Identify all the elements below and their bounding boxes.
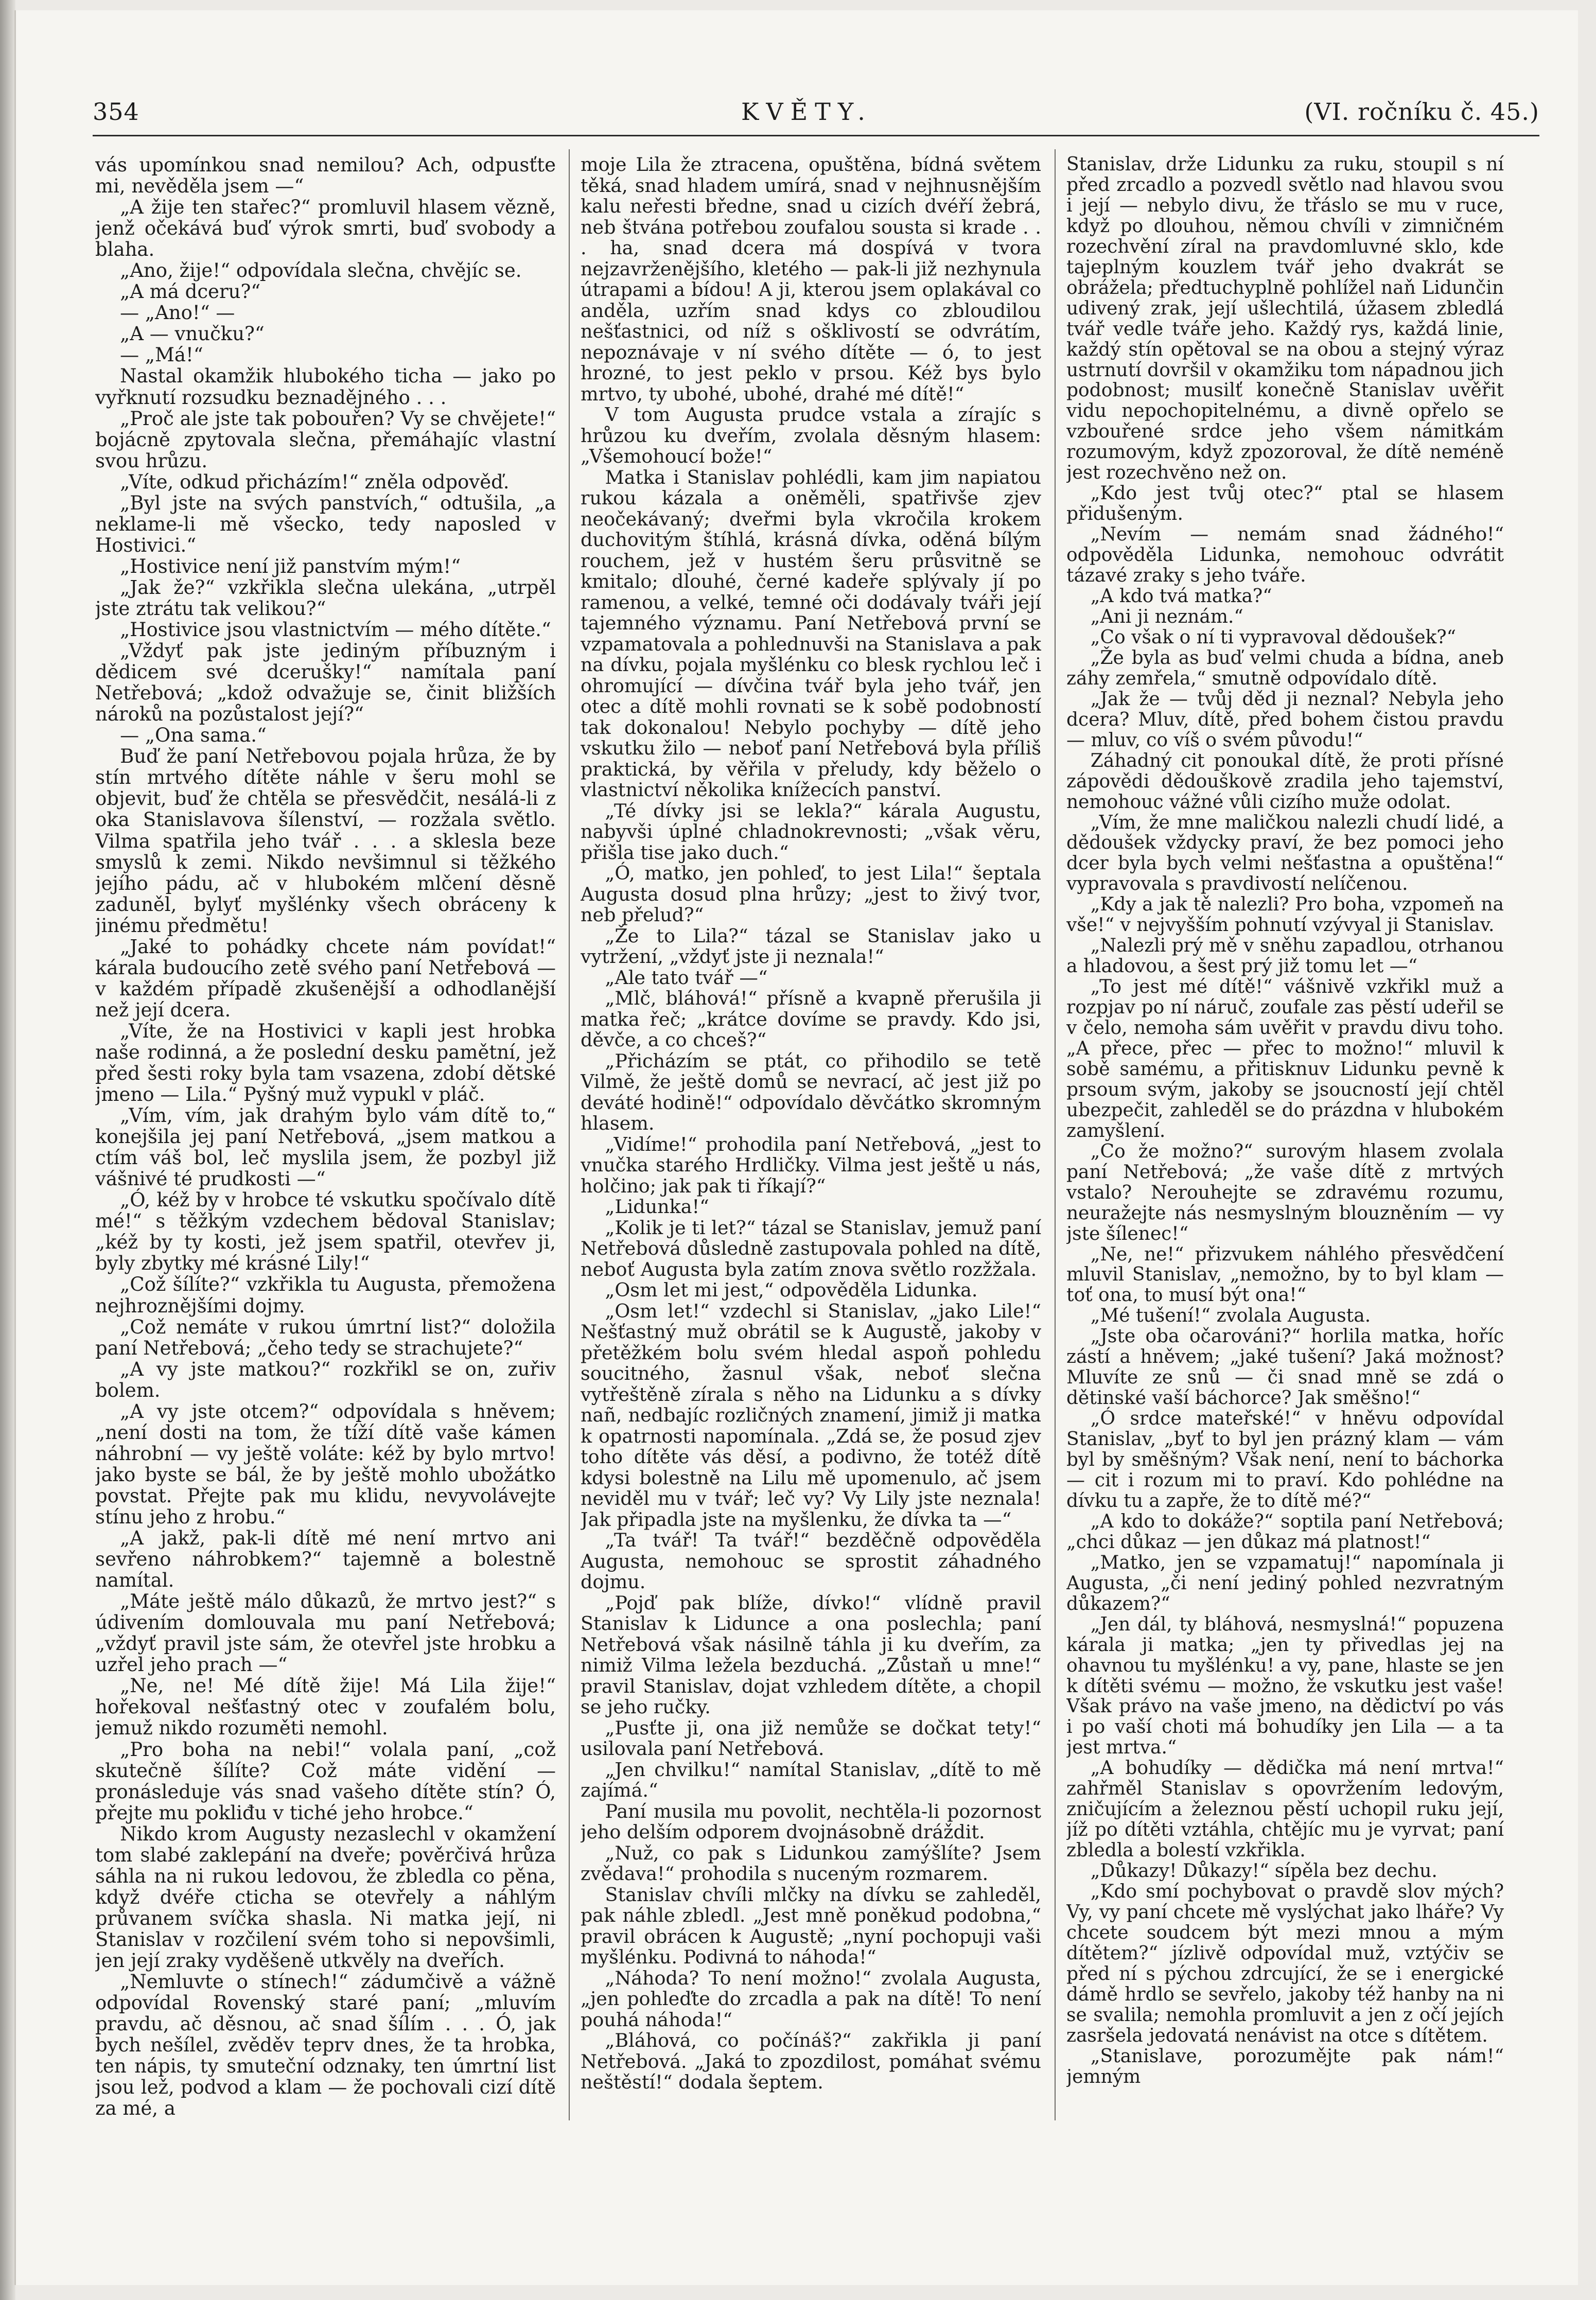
paragraph: „A bohudíky — dědička má není mrtva!“ zahřměl Stanislav s opovržením ledovým, zničujícím a železnou pěstí uchopil ruku její, jíž po dítěti vztáhla, chtějíc mu je vyrvat; paní zbledla a bolestí vzkřikla.: [1066, 1758, 1504, 1862]
paragraph: „Že to Lila?“ tázal se Stanislav jako u vytržení, „vždyť jste ji neznala!“: [581, 924, 1041, 968]
paragraph: „Nalezli prý mě v sněhu zapadlou, otrhanou a hladovou, a šest prý již tomu let —“: [1066, 935, 1504, 977]
paragraph: „Vím, vím, jak drahým bylo vám dítě to,“ konejšila jej paní Netřebová, „jsem matkou a ctím váš bol, leč myslila jsem, že pozbyl již vášnivé té prudkosti —“: [95, 1104, 556, 1190]
paragraph: Paní musila mu povolit, nechtěla-li pozornost jeho delším odporem dvojnásobně dráždit.: [581, 1800, 1041, 1843]
paragraph: „Jak že?“ vzkřikla slečna ulekána, „utrpěl jste ztrátu tak velikou?“: [95, 576, 556, 620]
paragraph: „A jakž, pak-li dítě mé není mrtvo ani sevřeno náhrobkem?“ tajemně a bolestně namítal.: [95, 1527, 556, 1592]
paragraph: „Vidíme!“ prohodila paní Netřebová, „jest to vnučka starého Hrdličky. Vilma jest ještě u nás, holčino; jak pak ti říkají?“: [581, 1133, 1041, 1197]
scan-edge-shadow: [0, 0, 15, 2300]
paragraph: „To jest mé dítě!“ vášnivě vzkřikl muž a rozpjav po ní náruč, zoufale zas pěstí udeřil se v čelo, nemoha sám uvěřit v pravdu divu toho. „A přece, přec — přec to možno!“ mluvil k sobě samému, a přitisknuv Lidunku pevně k prsoum svým, jakoby se jsoucností její chtěl ubezpečit, zahleděl se do prázdna v hlubokém zamyšlení.: [1066, 976, 1504, 1142]
paragraph: „Hostivice není již panstvím mým!“: [120, 555, 461, 577]
paragraph: „A kdo tvá matka?“: [1090, 586, 1272, 607]
paragraph: „Kdo jest tvůj otec?“ ptal se hlasem přidušeným.: [1066, 483, 1504, 525]
paragraph: vás upomínkou snad nemilou? Ach, odpusťte mi, nevěděla jsem —“: [95, 154, 556, 198]
paragraph: moje Lila že ztracena, opuštěna, bídná světem těká, snad hladem umírá, snad v nejhnusnějším kalu neřesti bředne, snad u cizích dvéří žebrá, neb štvána potřebou zoufalou sousta si krade . . . ha, snad dcera má dospívá v tvora nejzavrženějšího, kletého — pak-li již nezhynula útrapami a bídou! A ji, kterou jsem oplakával co anděla, uzřím snad kdys co zbloudilou nešťastnici, od níž s ošklivostí se odvrátím, nepoznávaje v ní svého dítěte — ó, to jest hrozné, to jest peklo v prsou. Kéž bys bylo mrtvo, ty ubohé, ubohé, drahé mé dítě!“: [581, 154, 1041, 405]
paragraph: „A vy jste otcem?“ odpovídala s hněvem; „není dosti na tom, že tíží dítě vaše kámen náhrobní — vy ještě voláte: kéž by bylo mrtvo! jako byste se bál, že by ještě mohlo ubožátko povstat. Přejte pak mu klidu, nevyvolávejte stínu jeho z hrobu.“: [95, 1400, 556, 1528]
paragraph: Matka i Stanislav pohlédli, kam jim napiatou rukou kázala a oněměli, spatřivše zjev neočekávaný; dveřmi byla vkročila krokem duchovitým štíhlá, krásná dívka, oděná bílým rouchem, jež v hustém šeru průsvitně se kmitalo; dlouhé, černé kadeře splývaly jí po ramenou, a velké, temné oči dodávaly tváři její tajemného významu. Paní Netřebová první se vzpamatovala a pohlednuvši na Stanislava a pak na dívku, pojala myšlénku co blesk rychlou leč i ohromující — dívčina tvář byla jeho tvář, jen otec a dítě mohli rovnati se k sobě podobností tak dokonalou! Nebylo pochyby — dítě jeho vskutku žilo — neboť paní Netřebová byla příliš praktická, by věřila v přeludy, kdy běželo o vlastnictví několika knížecích panství.: [581, 466, 1041, 801]
paragraph: „Stanislave, porozumějte pak nám!“ jemným: [1066, 2045, 1504, 2087]
paragraph: V tom Augusta prudce vstala a zírajíc s hrůzou ku dveřím, zvolala děsným hlasem: „Všemohoucí bože!“: [581, 403, 1041, 467]
column-divider: [1055, 149, 1056, 2120]
paragraph: — „Ona sama.“: [120, 724, 267, 747]
paragraph: „Přicházím se ptát, co přihodilo se tetě Vilmě, že ještě domů se nevrací, ač jest již po deváté hodině!“ odpovídalo děvčátko skromným hlasem.: [581, 1049, 1041, 1134]
paragraph: „Kdo smí pochybovat o pravdě slov mých? Vy, vy paní chcete mě vyslýchat jako lháře? Vy chcete soudcem být mezi mnou a mým dítětem?“ jízlivě odpovídal muž, vztýčiv se před ní s pýchou zdrcující, že se i energické dámě hrdlo se sevřelo, jakoby též hanby na ni se svalila; nemohla promluvit a jen z očí jejích zasršela jedovatá nenávist na otce s dítětem.: [1066, 1881, 1504, 2046]
paragraph: „Mé tušení!“ zvolala Augusta.: [1090, 1305, 1371, 1327]
paragraph: „Bláhová, co počínáš?“ zakřikla ji paní Netřebová. „Jaká to zpozdilost, pomáhat svému neštěstí!“ dodala šeptem.: [581, 2029, 1041, 2093]
paragraph: „Máte ještě málo důkazů, že mrtvo jest?“ s údivením domlouvala mu paní Netřebová; „vždyť pravil jste sám, že otevřel jste hrobku a uzřel jeho prach —“: [95, 1590, 556, 1676]
paragraph: „Pojď pak blíže, dívko!“ vlídně pravil Stanislav k Lidunce a ona poslechla; paní Netřebová však násilně táhla ji ku dveřím, za nimiž Vilma ležela bezduchá. „Zůstaň u mne!“ pravil Stanislav, dojat vzhledem dítěte, a chopil se jeho ručky.: [581, 1591, 1041, 1718]
text-column-2: [581, 154, 1041, 2141]
paragraph: „A kdo to dokáže?“ soptila paní Netřebová; „chci důkaz — jen důkaz má platnost!“: [1066, 1511, 1504, 1553]
paragraph: „Ale tato tvář —“: [605, 966, 768, 989]
paragraph: „Že byla as buď velmi chuda a bídna, aneb záhy zemřela,“ smutně odpovídalo dítě.: [1066, 647, 1504, 689]
paragraph: „Nemluvte o stínech!“ zádumčivě a vážně odpovídal Rovenský staré paní; „mluvím pravdu, ač děsnou, ač snad šílím . . . Ó, jak bych nešílel, zvěděv teprv dnes, že ta hrobka, ten nápis, ty smuteční odznaky, ten úmrtní list jsou lež, podvod a klam — že pochovali cizí dítě za mé, a: [95, 1971, 556, 2120]
paragraph: „Mlč, bláhová!“ přísně a kvapně přerušila ji matka řeč; „krátce dovíme se pravdy. Kdo jsi, děvče, a co chceš?“: [581, 987, 1041, 1051]
paragraph: „Což nemáte v rukou úmrtní list?“ doložila paní Netřebová; „čeho tedy se strachujete?“: [95, 1315, 556, 1359]
paragraph: „Té dívky jsi se lekla?“ kárala Augustu, nabyvši úplné chladnokrevnosti; „však věru, přišla tise jako duch.“: [581, 799, 1041, 864]
paragraph: „A má dceru?“: [120, 280, 261, 303]
paragraph: Nikdo krom Augusty nezaslechl v okamžení tom slabé zaklepání na dveře; pověrčivá hrůza sáhla na ni rukou ledovou, že zbledla co pěna, když dvéře cticha se otevřely a náhlým průvanem svíčka shasla. Ni matka její, ni Stanislav v rozčilení svém toho si nepovšimli, jen její zraky vyděšeně utkvěly na dveřích.: [95, 1822, 556, 1972]
paragraph: „Proč ale jste tak pobouřen? Vy se chvějete!“ bojácně zpytovala slečna, přemáhajíc vlastní svou hrůzu.: [95, 407, 556, 472]
paragraph: „Osm let!“ vzdechl si Stanislav, „jako Lile!“ Nešťastný muž obrátil se k Augustě, jakoby v přetěžkém bolu svém hledal aspoň pohledu soucitného, žasnul však, neboť slečna vytřeštěně zírala s něho na Lidunku a s dívky nañ, nedbajíc rozličných znamení, jimiž ji matka k opatrnosti napomínala. „Zdá se, že posud zjev toho dítěte vás děsí, a podivno, že totéž dítě kdysi bolestně na Lilu mě upomenulo, ač jsem neviděl mu v tvář; leč vy? Vy Lily jste neznala! Jak připadla jste na myšlenku, že dívka ta —“: [581, 1300, 1041, 1531]
paragraph: „Jak že — tvůj děd ji neznal? Nebyla jeho dcera? Mluv, dítě, před bohem čistou pravdu — mluv, co víš o svém původu!“: [1066, 688, 1504, 751]
paragraph: „Matko, jen se vzpamatuj!“ napomínala ji Augusta, „či není jediný pohled nezvratným důkazem?“: [1066, 1552, 1504, 1614]
paragraph: „Jste oba očarováni?“ horlila matka, hoříc zástí a hněvem; „jaké tušení? Jaká možnost? Mluvíte ze snů — či snad mně se zdá o dětinské vaší báchorce? Jak směšno!“: [1066, 1326, 1504, 1409]
header-rule: [93, 135, 1539, 136]
paragraph: „Osm let mi jest,“ odpověděla Lidunka.: [605, 1279, 978, 1301]
paragraph: „Nevím — nemám snad žádného!“ odpověděla Lidunka, nemohouc odvrátit tázavé zraky s jeho tváře.: [1066, 524, 1504, 587]
paragraph: „A — vnučku?“: [120, 323, 265, 345]
paragraph: Stanislav, drže Lidunku za ruku, stoupil s ní před zrcadlo a pozvedl světlo nad hlavou svou i její — nebylo divu, že třáslo se mu v ruce, když po dlouhou, němou chvíli v zimničném rozechvění zíral na pravdomluvné sklo, kde tajeplným kouzlem tvář jeho dvakrát se obrážela; předtuchyplně pohlížel naň Lidunčin udivený zrak, její ušlechtilá, úžasem zbledlá tvář vedle tváře jeho. Každý rys, každá linie, každý stín opětoval se na obou a stejný výraz ustrnutí dovršil v okamžiku tom nápadnou jich podobnost; musilť konečně Stanislav uvěřit vidu nepochopitelnému, a divně opřelo se vzbouřené srdce jeho všem námitkám rozumovým, když zpozoroval, že dítě neméně jest rozechvěno než on.: [1066, 154, 1504, 484]
journal-title: KVĚTY.: [741, 98, 872, 126]
paragraph: Buď že paní Netřebovou pojala hrůza, že by stín mrtvého dítěte náhle v šeru mohl se objevit, buď že chtěla se přesvědčit, nesálá-li z oka Stanislavova šílenství, — rozžala světlo. Vilma spatřila jeho tvář . . . a sklesla beze smyslů k zemi. Nikdo nevšimnul si těžkého jejího pádu, ač v hlubokém mlčení děsně zaduněl, bylyť myšlénky všech obráceny k jinému předmětu!: [95, 745, 556, 937]
paragraph: „Ó, matko, jen pohleď, to jest Lila!“ šeptala Augusta dosud plna hrůzy; „jest to živý tvor, neb přelud?“: [581, 862, 1041, 926]
text-column-3: [1066, 154, 1504, 2141]
paragraph: „Důkazy! Důkazy!“ sípěla bez dechu.: [1090, 1860, 1437, 1882]
paragraph: „Kdy a jak tě nalezli? Pro boha, vzpomeň na vše!“ v nejvyšším pohnutí vzývyal ji Stanislav.: [1066, 894, 1504, 936]
paragraph: „Hostivice jsou vlastnictvím — mého dítěte.“: [120, 619, 551, 641]
paragraph: „Vím, že mne maličkou nalezli chudí lidé, a dědoušek vždycky praví, že bez pomoci jeho dcer byla bych velmi nešťastna a opuštěna!“ vypravovala s pravdivostí nelíčenou.: [1066, 812, 1504, 895]
paragraph: — „Má!“: [120, 344, 203, 366]
paragraph: „Ne, ne! Mé dítě žije! Má Lila žije!“ hořekoval nešťastný otec v zoufalém bolu, jemuž nikdo rozuměti nemohl.: [95, 1675, 556, 1740]
paragraph: „Kolik je ti let?“ tázal se Stanislav, jemuž paní Netřebová důsledně zastupovala pohled na dítě, neboť Augusta byla zatím znova světlo rozžžala.: [581, 1216, 1041, 1280]
text-column-1: [95, 154, 556, 2141]
paragraph: „Vždyť pak jste jediným příbuzným i dědicem své dcerušky!“ namítala paní Netřebová; „kdož odvažuje se, činit bližších nároků na pozůstalost její?“: [95, 640, 556, 726]
column-divider: [569, 149, 570, 2120]
paragraph: Nastal okamžik hlubokého ticha — jako po vyřknutí rozsudku beznadějného . . .: [95, 365, 556, 409]
paragraph: Záhadný cit ponoukal dítě, že proti přísné zápovědi dědouškově zradila jeho tajemství, nemohouc vážné vůli cizího muže odolat.: [1066, 750, 1504, 813]
paragraph: „Ano, žije!“ odpovídala slečna, chvějíc se.: [120, 259, 522, 282]
paragraph: „Nuž, co pak s Lidunkou zamýšlíte? Jsem zvědava!“ prohodila s nuceným rozmarem.: [581, 1841, 1041, 1885]
paragraph: — „Ano!“ —: [120, 302, 235, 324]
paragraph: Stanislav chvíli mlčky na dívku se zahleděl, pak náhle zbledl. „Jest mně poněkud podobna,“ pravil obrácen k Augustě; „nyní pochopuji vaši myšlénku. Podivná to náhoda!“: [581, 1883, 1041, 1968]
paragraph: „Ó srdce mateřské!“ v hněvu odpovídal Stanislav, „byť to byl jen prázný klam — vám byl by směšným? Však není, není to báchorka — cit i rozum mi to praví. Kdo pohlédne na dívku tu a zapře, že to dítě mé?“: [1066, 1408, 1504, 1512]
paragraph: „Jen dál, ty bláhová, nesmyslná!“ popuzena kárala ji matka; „jen ty přivedlas jej na ohavnou tu myšlénku! a vy, pane, hlaste se jen k dítěti svému — možno, že vskutku jest vaše! Však právo na vaše jmeno, na dědictví po vás i po vaší choti má bohudíky jen Lila — a ta jest mrtva.“: [1066, 1613, 1504, 1759]
paragraph: „Ne, ne!“ přizvukem náhlého přesvědčení mluvil Stanislav, „nemožno, by to byl klam — toť ona, to musí být ona!“: [1066, 1243, 1504, 1306]
paragraph: „Víte, že na Hostivici v kapli jest hrobka naše rodinná, a že poslední desku pamětní, jež před šesti roky byla tam vsazena, zdobí dětské jmeno — Lila.“ Pyšný muž vypukl v pláč.: [95, 1020, 556, 1106]
page-number: 354: [93, 98, 139, 126]
paragraph: „Co však o ní ti vypravoval dědoušek?“: [1090, 626, 1457, 648]
paragraph: „Ta tvář! Ta tvář!“ bezděčně odpověděla Augusta, nemohouc se sprostit záhadného dojmu.: [581, 1529, 1041, 1593]
paragraph: „A žije ten stařec?“ promluvil hlasem vězně, jenž očekává buď výrok smrti, buď svobody a blaha.: [95, 196, 556, 261]
paragraph: „Jaké to pohádky chcete nám povídat!“ kárala budoucího zetě svého paní Netřebová — v každém případě zkušenější a odhodlanější než její dcera.: [95, 935, 556, 1021]
paragraph: „Což šílíte?“ vzkřikla tu Augusta, přemožena nejhroznějšími dojmy.: [95, 1273, 556, 1317]
paragraph: „Ó, kéž by v hrobce té vskutku spočívalo dítě mé!“ s těžkým vzdechem bědoval Stanislav; „kéž by ty kosti, jež jsem spatřil, otevřev ji, byly zbytky mé krásné Lily!“: [95, 1189, 556, 1275]
issue-label: (VI. ročníku č. 45.): [1304, 98, 1539, 126]
paragraph: „Náhoda? To není možno!“ zvolala Augusta, „jen pohleďte do zrcadla a pak na dítě! To není pouhá náhoda!“: [581, 1967, 1041, 2031]
paragraph: „Byl jste na svých panstvích,“ odtušila, „a neklame-li mě všecko, tedy naposled v Hostivici.“: [95, 491, 556, 556]
paragraph: „Jen chvilku!“ namítal Stanislav, „dítě to mě zajímá.“: [581, 1758, 1041, 1801]
paragraph: „Ani ji neznám.“: [1090, 606, 1243, 627]
paragraph: „Pusťte ji, ona již nemůže se dočkat tety!“ usilovala paní Netřebová.: [581, 1716, 1041, 1760]
paragraph: „Co že možno?“ surovým hlasem zvolala paní Netřebová; „že vaše dítě z mrtvých vstalo? Nerouhejte se zdravému rozumu, neuražejte nás nesmyslným blouzněním — vy jste šílenec!“: [1066, 1140, 1504, 1244]
paragraph: „Víte, odkud přicházím!“ zněla odpověď.: [120, 470, 510, 493]
paragraph: „A vy jste matkou?“ rozkřikl se on, zuřiv bolem.: [95, 1358, 556, 1401]
paragraph: „Pro boha na nebi!“ volala paní, „což skutečně šílíte? Což máte vidění — pronásleduje vás snad vašeho dítěte stín? Ó, přejte mu pokliđu v tiché jeho hrobce.“: [95, 1738, 556, 1824]
paragraph: „Lidunka!“: [605, 1196, 709, 1218]
